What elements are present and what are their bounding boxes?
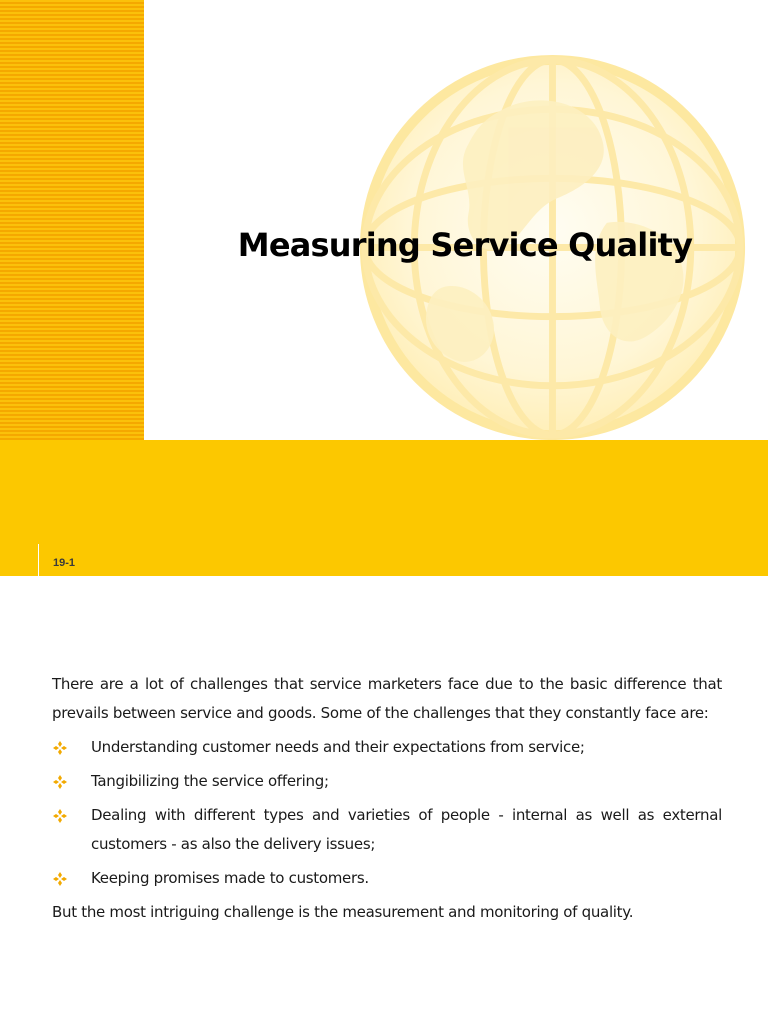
- diamond-bullet-icon: [52, 808, 68, 824]
- body-text: [52, 670, 722, 927]
- list-item: [52, 767, 722, 796]
- diamond-bullet-icon: [52, 871, 68, 887]
- list-item-text: Keeping promises made to customers.: [91, 869, 369, 887]
- slide-number: 19-1: [53, 557, 76, 569]
- striped-side-panel: [0, 0, 144, 440]
- slide-number-divider: [38, 544, 39, 576]
- slide-footer-band: [0, 440, 768, 576]
- list-item-text: Tangibilizing the service offering;: [91, 772, 329, 790]
- intro-paragraph: There are a lot of challenges that service marketers face due to the basic difference that prevails between service and goods. Some of the challenges that they constantly face are:: [52, 675, 722, 722]
- list-item: [52, 733, 722, 762]
- diamond-bullet-icon: [52, 740, 68, 756]
- closing-paragraph: But the most intriguing challenge is the measurement and monitoring of quality.: [52, 903, 634, 921]
- diamond-bullet-icon: [52, 774, 68, 790]
- challenge-list: [52, 733, 722, 893]
- list-item: [52, 801, 722, 859]
- list-item-text: Dealing with different types and varieties of people - internal as well as external customers - as also the delivery issues;: [91, 806, 722, 853]
- slide-title: Measuring Service Quality: [237, 226, 693, 264]
- list-item: [52, 864, 722, 893]
- list-item-text: Understanding customer needs and their expectations from service;: [91, 738, 585, 756]
